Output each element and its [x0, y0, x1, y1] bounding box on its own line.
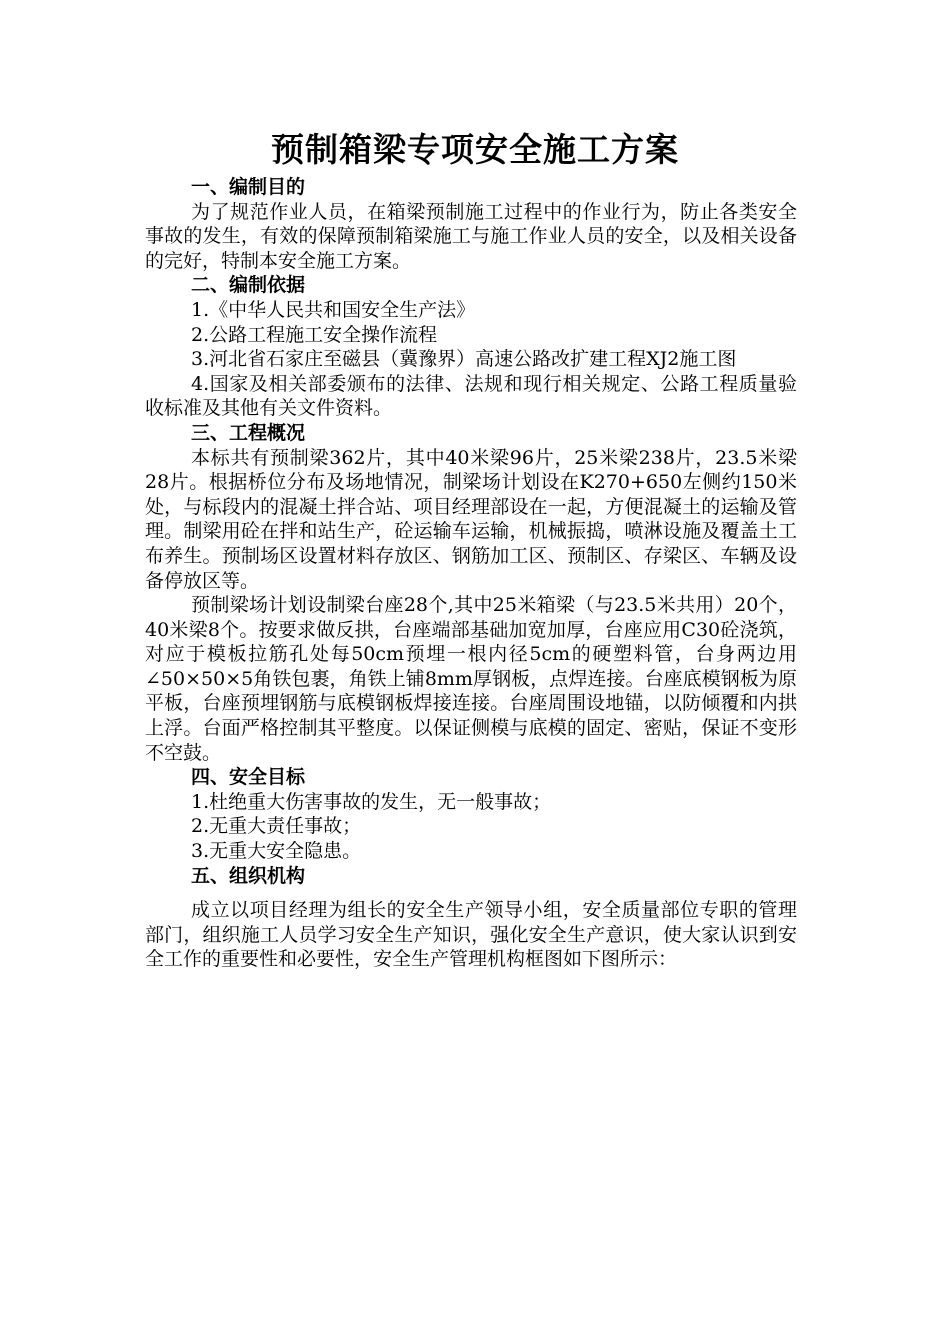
paragraph-overview-2: 预制梁场计划设制梁台座28个,其中25米箱梁（与23.5米共用）20个，40米梁8个。按要求做反拱，台座端部基础加宽加厚，台座应用C30砼浇筑，对应于模板拉筋孔处每50cm预埋一根内径5cm的硬塑料管，台身两边用∠50×50×5角铁包裹，角铁上铺8mm厚钢板，点焊连接。台座底模钢板为原平板，台座预埋钢筋与底模钢板焊接连接。台座周围设地锚，以防倾覆和内拱上浮。台面严格控制其平整度。以保证侧模与底模的固定、密贴，保证不变形不空鼓。 [145, 594, 797, 764]
goal-item-3: 3.无重大安全隐患。 [191, 840, 362, 863]
document-title: 预制箱梁专项安全施工方案 [271, 130, 679, 169]
paragraph-organization: 成立以项目经理为组长的安全生产领导小组，安全质量部位专职的管理部门，组织施工人员学习安全生产知识，强化安全生产意识，使大家认识到安全工作的重要性和必要性，安全生产管理机构框图如下图所示： [145, 899, 797, 971]
goal-item-2: 2.无重大责任事故； [191, 815, 362, 838]
basis-item-3: 3.河北省石家庄至磁县（冀豫界）高速公路改扩建工程XJ2施工图 [191, 348, 737, 371]
basis-item-2: 2.公路工程施工安全操作流程 [191, 323, 438, 346]
section-heading-overview: 三、工程概况 [191, 421, 306, 444]
basis-item-4: 4.国家及相关部委颁布的法律、法规和现行相关规定、公路工程质量验收标准及其他有关文件资料。 [145, 372, 797, 420]
paragraph-purpose: 为了规范作业人员，在箱梁预制施工过程中的作业行为，防止各类安全事故的发生，有效的保障预制箱梁施工与施工作业人员的安全，以及相关设备的完好，特制本安全施工方案。 [145, 200, 797, 272]
paragraph-overview-1: 本标共有预制梁362片，其中40米梁96片，25米梁238片，23.5米梁28片。根据桥位分布及场地情况，制梁场计划设在K270+650左侧约150米处，与标段内的混凝土拌合站、项目经理部设在一起，方便混凝土的运输及管理。制梁用砼在拌和站生产，砼运输车运输，机械振捣，喷淋设施及覆盖土工布养生。预制场区设置材料存放区、钢筋加工区、预制区、存梁区、车辆及设备停放区等。 [145, 446, 797, 592]
basis-item-1: 1.《中华人民共和国安全生产法》 [191, 298, 476, 321]
document-body [145, 175, 797, 972]
section-heading-organization: 五、组织机构 [191, 864, 306, 887]
section-heading-safety-goals: 四、安全目标 [191, 766, 306, 789]
goal-item-1: 1.杜绝重大伤害事故的发生，无一般事故； [191, 790, 552, 813]
section-heading-purpose: 一、编制目的 [191, 176, 306, 198]
section-heading-basis: 二、编制依据 [191, 274, 306, 297]
